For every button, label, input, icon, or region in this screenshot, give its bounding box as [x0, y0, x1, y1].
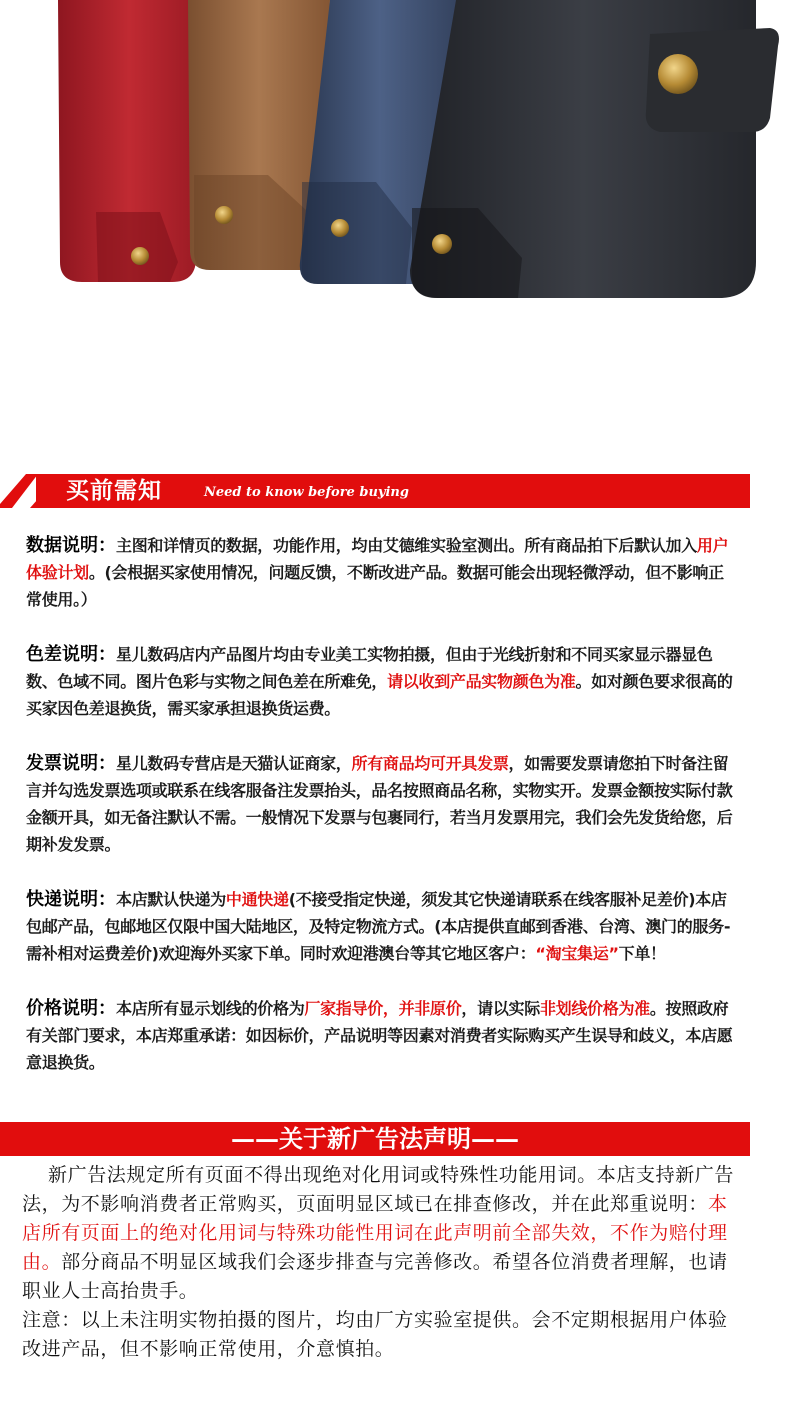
note-text: 。按照政府有关部门要求，本店郑重承诺：如因标价，产品说明等因素对消费者实际购买产生误导和歧义，本店愿意退换货。: [26, 999, 733, 1072]
note-heading: 色差说明：: [26, 644, 116, 665]
note-text: 本店所有显示划线的价格为: [116, 999, 305, 1018]
note-highlight: 非划线价格为准: [539, 999, 650, 1018]
note-text: ，请以实际: [461, 999, 540, 1018]
note-text: 下单！: [618, 944, 666, 963]
product-photo: [0, 0, 790, 330]
law-highlight: 本店所有页面上的绝对化用词与特殊功能性用词在此声明前全部失效，不作为赔付理由。: [22, 1193, 728, 1273]
law-note: 注意：以上未注明实物拍摄的图片，均由厂方实验室提供。会不定期根据用户体验改进产品，但不影响正常使用，介意慎拍。: [22, 1309, 728, 1360]
note-price: [26, 995, 738, 1076]
note-highlight: 厂家指导价，并非原价: [304, 999, 462, 1018]
notice-banner: [0, 474, 750, 508]
note-text: ，如需要发票请您拍下时备注留言并勾选发票选项或联系在线客服备注发票抬头，品名按照商品名称，实物实开。发票金额按实际付款金额开具，如无备注默认不需。一般情况下发票与包裹同行，若当月发票用完，我们会先发货给您，后期补发发票。: [26, 754, 733, 854]
note-text: 。如对颜色要求很高的买家因色差退换货，需买家承担退换货运费。: [26, 672, 733, 718]
law-statement: [22, 1161, 740, 1364]
note-text: 主图和详情页的数据，功能作用，均由艾德维实验室测出。所有商品拍下后默认加入: [116, 536, 697, 555]
note-highlight: 中通快递: [225, 890, 289, 909]
law-text: 新广告法规定所有页面不得出现绝对化用词或特殊性功能用词。本店支持新广告法，为不影响消费者正常购买，页面明显区域已在排查修改，并在此郑重说明：: [22, 1164, 735, 1215]
notice-banner-title: 买前需知: [66, 477, 162, 504]
notes-section: [26, 532, 738, 1104]
note-highlight: “淘宝集运”: [535, 944, 619, 963]
note-highlight: 用户体验计划: [26, 536, 729, 582]
law-banner: ——关于新广告法声明——: [0, 1122, 750, 1156]
notice-banner-subtitle: Need to know before buying: [204, 485, 409, 500]
note-heading: 发票说明：: [26, 753, 116, 774]
red-case: [58, 0, 200, 282]
law-paragraph: [22, 1161, 740, 1306]
note-text: 本店默认快递为: [116, 890, 226, 909]
note-shipping: [26, 886, 738, 967]
note-heading: 价格说明：: [26, 998, 116, 1019]
note-heading: 数据说明：: [26, 535, 116, 556]
black-case: [410, 0, 779, 298]
note-heading: 快递说明：: [26, 889, 116, 910]
note-invoice: [26, 750, 738, 858]
note-text: 。(会根据买家使用情况，问题反馈，不断改进产品。数据可能会出现轻微浮动，但不影响正常使用。）: [26, 563, 724, 609]
note-text: 星儿数码专营店是天猫认证商家，: [116, 754, 352, 773]
note-color: [26, 641, 738, 722]
note-highlight: 请以收到产品实物颜色为准: [387, 672, 576, 691]
note-text: (不接受指定快递，须发其它快递请联系在线客服补足差价)本店包邮产品，包邮地区仅限中国大陆地区，及特定物流方式。(本店提供直邮到香港、台湾、澳门的服务-需补相对运费差价)欢迎海外买家下单。同时欢迎港澳台等其它地区客户：: [26, 890, 731, 963]
note-text: 星儿数码店内产品图片均由专业美工实物拍摄，但由于光线折射和不同买家显示器显色数、色域不同。图片色彩与实物之间色差在所难免，: [26, 645, 713, 691]
phone-wallet-cases-icon: [0, 0, 790, 330]
law-text: 部分商品不明显区域我们会逐步排查与完善修改。希望各位消费者理解，也请职业人士高抬贵手。: [22, 1251, 728, 1302]
note-highlight: 所有商品均可开具发票: [351, 754, 509, 773]
note-data: [26, 532, 738, 613]
